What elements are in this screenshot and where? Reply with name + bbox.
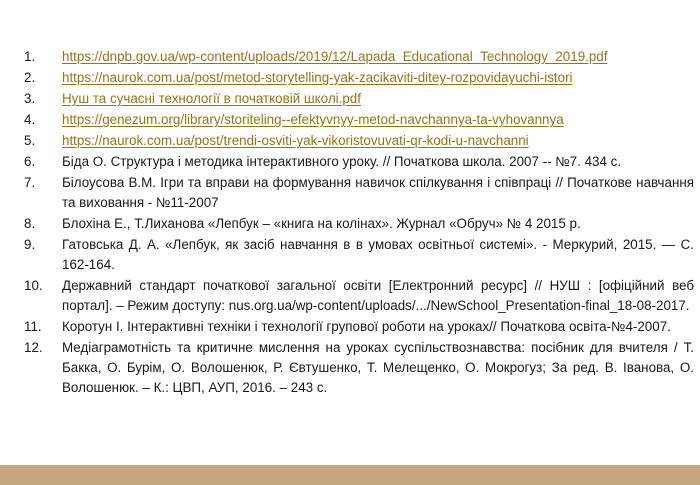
reference-item xyxy=(24,173,694,213)
reference-text: Гатовська Д. А. «Лепбук, як засіб навчання в в умовах освітньої системі». - Меркурий, 2015. — С. 162-164. xyxy=(62,237,694,272)
reference-item xyxy=(24,338,694,398)
reference-number: 5. xyxy=(24,133,36,148)
reference-item xyxy=(24,214,694,234)
reference-number: 3. xyxy=(24,91,36,106)
reference-link[interactable]: https://naurok.com.ua/post/metod-storytelling-yak-zacikaviti-ditey-rozpovidayuchi-istori xyxy=(62,70,573,85)
reference-item xyxy=(24,110,694,130)
reference-number: 8. xyxy=(24,216,36,231)
reference-text: Медіаграмотність та критичне мислення на уроках суспільствознавства: посібник для вчителя / Т. Бакка, О. Бурім, О. Волошенюк, Р. Євтушенко, Т. Мелещенко, О. Мокрогуз; За ред. В. Іванова, О. Волошенюк. – К.: ЦВП, АУП, 2016. – 243 с. xyxy=(62,340,694,395)
reference-item xyxy=(24,152,694,172)
reference-link[interactable]: Нуш та сучасні технології в початковій школі.pdf xyxy=(62,91,361,106)
reference-number: 2. xyxy=(24,70,36,85)
reference-link[interactable]: https://genezum.org/library/storiteling--efektyvnyy-metod-navchannya-ta-vyhovannya xyxy=(62,112,564,127)
reference-text: Коротун І. Інтерактивні техніки і технології групової роботи на уроках// Початкова освіта-№4-2007. xyxy=(62,319,671,334)
reference-text: Білоусова В.М. Ігри та вправи на формування навичок спілкування і співпраці // Початкове навчання та виховання - №11-2007 xyxy=(62,175,694,210)
reference-number: 4. xyxy=(24,112,36,127)
reference-text: Блохіна Е., Т.Лиханова «Лепбук – «книга на колінах». Журнал «Обруч» № 4 2015 р. xyxy=(62,216,581,231)
reference-list xyxy=(24,47,694,399)
reference-number: 7. xyxy=(24,175,36,190)
reference-item xyxy=(24,131,694,151)
reference-number: 11. xyxy=(24,319,42,334)
reference-item xyxy=(24,235,694,275)
reference-number: 10. xyxy=(24,278,43,293)
reference-number: 9. xyxy=(24,237,36,252)
reference-text: Біда О. Структура і методика інтерактивного уроку. // Початкова школа. 2007 -- №7. 434 с. xyxy=(62,154,622,169)
reference-item xyxy=(24,68,694,88)
reference-item xyxy=(24,89,694,109)
reference-text: Державний стандарт початкової загальної освіти [Електронний ресурс] // НУШ : [офіційний веб портал]. – Режим доступу: nus.org.ua/wp-content/uploads/.../NewSchool_Presentation-final_18-08-2017. xyxy=(62,278,694,313)
footer-bar xyxy=(0,465,700,485)
reference-number: 1. xyxy=(24,49,36,64)
reference-link[interactable]: https://naurok.com.ua/post/trendi-osviti-yak-vikoristovuvati-qr-kodi-u-navchanni xyxy=(62,133,529,148)
reference-item xyxy=(24,317,694,337)
reference-number: 12. xyxy=(24,340,43,355)
reference-item xyxy=(24,47,694,67)
reference-item xyxy=(24,276,694,316)
reference-link[interactable]: https://dnpb.gov.ua/wp-content/uploads/2019/12/Lapada_Educational_Technology_2019.pdf xyxy=(62,49,608,64)
reference-number: 6. xyxy=(24,154,36,169)
